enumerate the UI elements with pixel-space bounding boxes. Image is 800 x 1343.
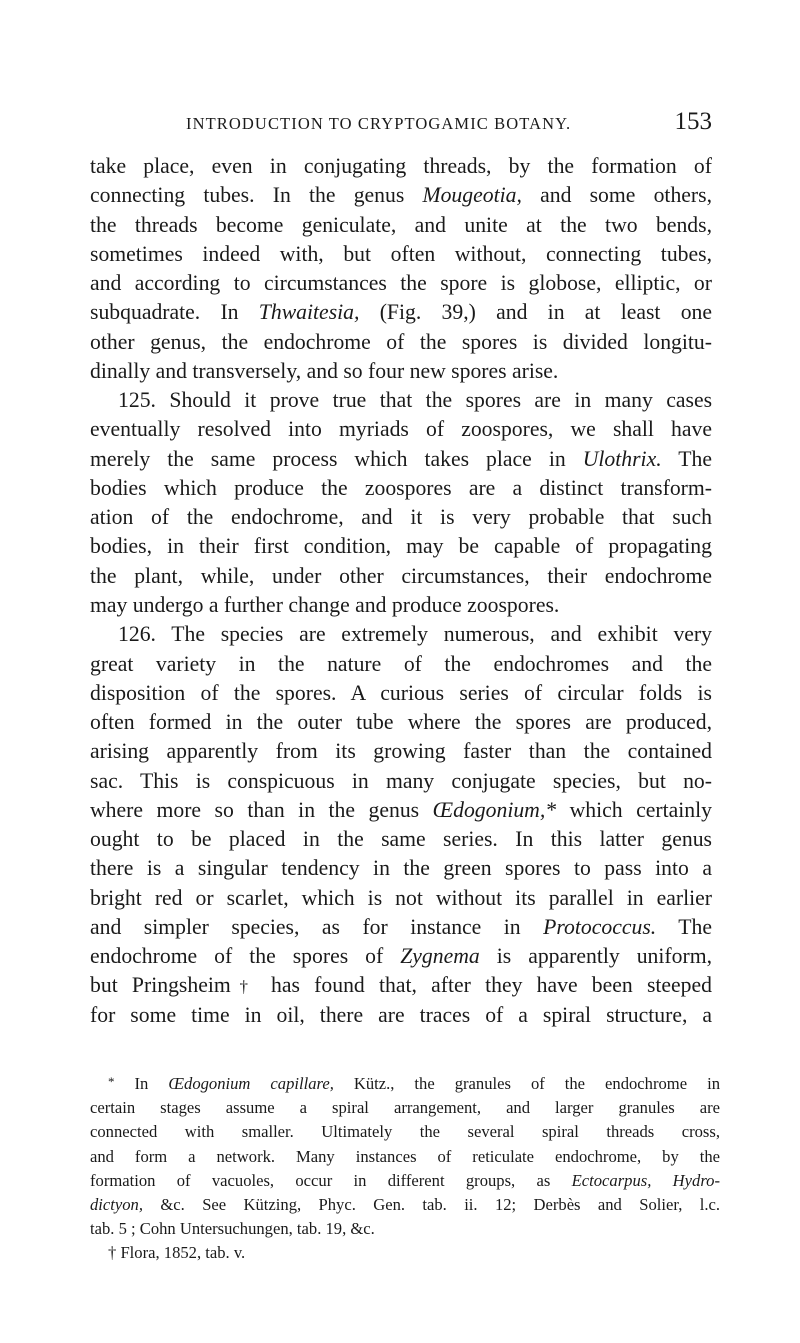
text-line: other genus, the endochrome of the spores is divided longitu- — [90, 329, 712, 354]
footnote-line: dictyon, &c. See Kützing, Phyc. Gen. tab. ii. 12; Derbès and Solier, l.c. — [90, 1194, 721, 1214]
text-line: the plant, while, under other circumstances, their endochrome — [90, 563, 712, 588]
paragraph-number: 125. — [118, 388, 156, 413]
text-line: often formed in the outer tube where the spores are produced, — [90, 710, 712, 735]
genus-name: dictyon, — [90, 1194, 143, 1214]
footnote-reference[interactable]: † — [230, 977, 257, 997]
footnote-reference[interactable]: * — [545, 797, 557, 822]
genus-name: Zygnema — [400, 944, 480, 969]
footnote-line: formation of vacuoles, occur in different groups, as Ectocarpus, Hydro- — [90, 1170, 720, 1190]
text-line: ation of the endochrome, and it is very probable that such — [90, 505, 712, 530]
footnote-1: * In Œdogonium capillare, Kütz., the granules of the endochrome in — [108, 1074, 720, 1093]
footnote-marker: * — [108, 1074, 115, 1089]
text-line: ought to be placed in the same series. In this latter genus — [90, 827, 712, 852]
text-line: may undergo a further change and produce zoospores. — [90, 592, 560, 617]
running-head — [90, 108, 712, 140]
genus-name: Ulothrix. — [582, 446, 662, 471]
text-line: where more so than in the genus Œdogonium,* which certainly — [90, 797, 712, 822]
genus-name: Protococcus. — [543, 914, 657, 939]
text-line: sac. This is conspicuous in many conjugate species, but no- — [90, 768, 712, 793]
genus-name: Ectocarpus, Hydro- — [571, 1170, 720, 1190]
paragraph-125-start: 125. Should it prove true that the spores are in many cases — [118, 388, 713, 413]
body-text — [90, 152, 712, 1030]
species-name: Œdogonium capillare, — [168, 1074, 334, 1093]
text-line: for some time in oil, there are traces of a spiral structure, a — [90, 1002, 712, 1027]
text-line: and according to circumstances the spore is globose, elliptic, or — [90, 271, 712, 296]
text-line: merely the same process which takes place in Ulothrix. The — [90, 446, 712, 471]
footnote-marker: † — [108, 1243, 117, 1263]
text-line: sometimes indeed with, but often without, connecting tubes, — [90, 241, 712, 266]
genus-name: Mougeotia, — [422, 183, 522, 208]
text-line: great variety in the nature of the endochromes and the — [90, 651, 712, 676]
footnote-line: connected with smaller. Ultimately the several spiral threads cross, — [90, 1122, 720, 1142]
text-line: bodies which produce the zoospores are a distinct transform- — [90, 475, 712, 500]
footnote-line: certain stages assume a spiral arrangement, and larger granules are — [90, 1098, 720, 1118]
text-line: connecting tubes. In the genus Mougeotia, and some others, — [90, 183, 713, 208]
text-line: bright red or scarlet, which is not without its parallel in earlier — [90, 885, 712, 910]
text-line: and simpler species, as for instance in Protococcus. The — [90, 914, 713, 939]
genus-name: Œdogonium,* — [432, 797, 557, 822]
paragraph-number: 126. — [118, 622, 156, 647]
page-number: 153 — [674, 108, 712, 135]
text-line: subquadrate. In Thwaitesia, (Fig. 39,) and in at least one — [90, 300, 713, 325]
text-line: there is a singular tendency in the green spores to pass into a — [90, 856, 712, 881]
text-line: dinally and transversely, and so four new spores arise. — [90, 358, 559, 383]
text-line: arising apparently from its growing faster than the contained — [90, 739, 712, 764]
text-line: bodies, in their first condition, may be capable of propagating — [90, 534, 712, 559]
text-line: but Pringsheim† has found that, after they have been steeped — [90, 973, 712, 998]
text-line: eventually resolved into myriads of zoospores, we shall have — [90, 417, 712, 442]
footnote-2: † Flora, 1852, tab. v. — [108, 1243, 246, 1263]
text-line: take place, even in conjugating threads, by the formation of — [90, 154, 712, 178]
footnote-line: tab. 5 ; Cohn Untersuchungen, tab. 19, &c. — [90, 1219, 375, 1239]
footnotes — [90, 1072, 720, 1266]
text-line: disposition of the spores. A curious series of circular folds is — [90, 680, 712, 705]
paragraph-126-start: 126. The species are extremely numerous, and exhibit very — [118, 622, 712, 647]
text-line: endochrome of the spores of Zygnema is apparently uniform, — [90, 944, 713, 969]
text-line: the threads become geniculate, and unite at the two bends, — [90, 212, 712, 237]
genus-name: Thwaitesia, — [258, 300, 360, 325]
running-title: INTRODUCTION TO CRYPTOGAMIC BOTANY. — [186, 114, 572, 133]
footnote-line: and form a network. Many instances of reticulate endochrome, by the — [90, 1146, 720, 1166]
